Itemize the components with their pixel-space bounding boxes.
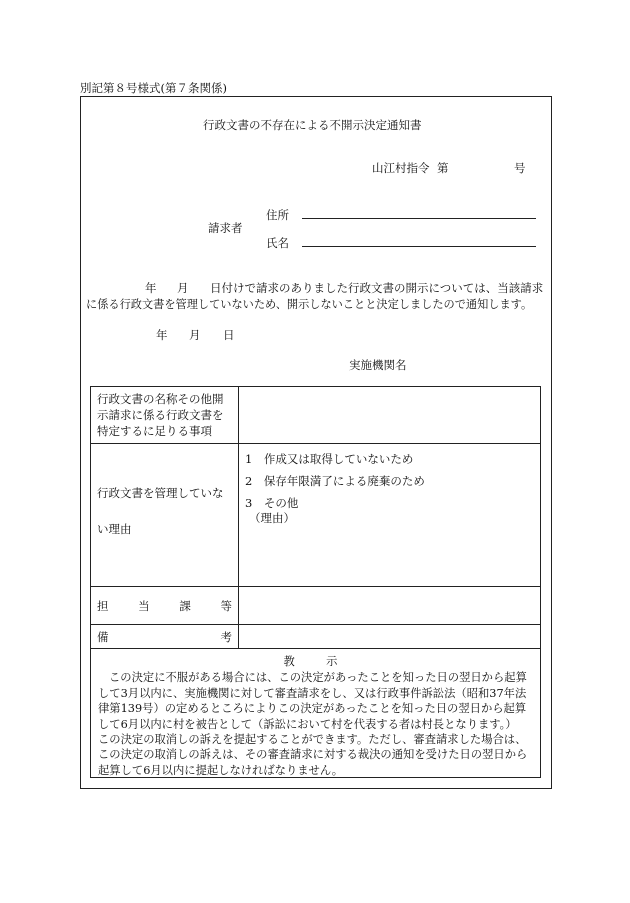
row2-label-line: い理由 bbox=[97, 522, 132, 536]
document-title: 行政文書の不存在による不開示決定通知書 bbox=[203, 118, 422, 132]
doc-name-value-cell[interactable] bbox=[239, 387, 541, 444]
reason-option-3: 3 その他 bbox=[245, 496, 299, 510]
name-line[interactable] bbox=[302, 246, 536, 247]
notice-line: して6月以内に村を被告として（訴訟において村を代表する者は村長となります。） bbox=[98, 717, 517, 731]
notice-box bbox=[90, 648, 541, 778]
notice-line: この決定の取消しの訴えを提起することができます。ただし、審査請求した場合は、 bbox=[98, 733, 527, 747]
row1-label-line: 特定するに足りる事項 bbox=[97, 424, 212, 438]
doc-name-label-cell bbox=[91, 387, 239, 444]
remarks-char: 考 bbox=[220, 629, 232, 644]
department-value-cell[interactable] bbox=[239, 587, 541, 625]
name-label: 氏名 bbox=[266, 236, 289, 250]
agency-label: 実施機関名 bbox=[349, 358, 407, 372]
form-label: 別記第８号様式(第７条関係) bbox=[80, 81, 227, 95]
notice-line: この決定に不服がある場合には、この決定があったことを知った日の翌日から起算 bbox=[109, 671, 527, 685]
row1-label-line: 示請求に係る行政文書を bbox=[97, 408, 224, 422]
notice-line: して3月以内に、実施機関に対して審査請求をし、又は行政事件訴訟法（昭和37年法 bbox=[98, 686, 527, 700]
department-label-cell bbox=[91, 587, 239, 625]
reason-sub-label: （理由） bbox=[249, 511, 295, 525]
dept-char: 担 bbox=[97, 598, 109, 613]
decision-table bbox=[90, 386, 541, 649]
notice-line: 律第139号）の定めるところによりこの決定があったことを知った日の翌日から起算 bbox=[98, 702, 527, 716]
body-line2: に係る行政文書を管理していないため、開示しないことと決定しましたので通知します。 bbox=[86, 298, 533, 311]
row2-label-line: 行政文書を管理していな bbox=[97, 486, 224, 500]
requester-label: 請求者 bbox=[208, 221, 243, 235]
row1-label-line: 行政文書の名称その他開 bbox=[97, 392, 224, 406]
body-nen: 年 bbox=[145, 281, 157, 295]
notice-title: 教 示 bbox=[283, 655, 348, 668]
reason-value-cell[interactable] bbox=[239, 444, 541, 587]
reason-label-cell bbox=[91, 444, 239, 587]
address-line[interactable] bbox=[302, 218, 536, 219]
remarks-value-cell[interactable] bbox=[239, 625, 541, 649]
doc-number-prefix: 山江村指令 bbox=[372, 161, 430, 175]
body-line1: 日付けで請求のありました行政文書の開示については、当該請求 bbox=[210, 281, 544, 295]
address-label: 住所 bbox=[266, 208, 289, 222]
dept-char: 課 bbox=[179, 598, 191, 613]
dept-char: 等 bbox=[220, 598, 232, 613]
remarks-char: 備 bbox=[97, 629, 109, 644]
notice-line: この決定の取消しの訴えは、その審査請求に対する裁決の通知を受けた日の翌日から bbox=[98, 748, 528, 762]
date-nen: 年 bbox=[156, 328, 168, 342]
date-tsuki: 月 bbox=[189, 328, 201, 342]
body-tsuki: 月 bbox=[177, 281, 189, 295]
reason-option-1: 1 作成又は取得していないため bbox=[245, 452, 414, 466]
dept-char: 当 bbox=[138, 598, 150, 613]
date-hi: 日 bbox=[223, 328, 235, 342]
doc-number-dai: 第 bbox=[437, 161, 449, 175]
notice-line: 起算して6月以内に提起しなければなりません。 bbox=[98, 763, 344, 777]
remarks-label-cell bbox=[91, 625, 239, 649]
reason-option-2: 2 保存年限満了による廃棄のため bbox=[245, 474, 425, 488]
doc-number-go: 号 bbox=[514, 161, 526, 175]
